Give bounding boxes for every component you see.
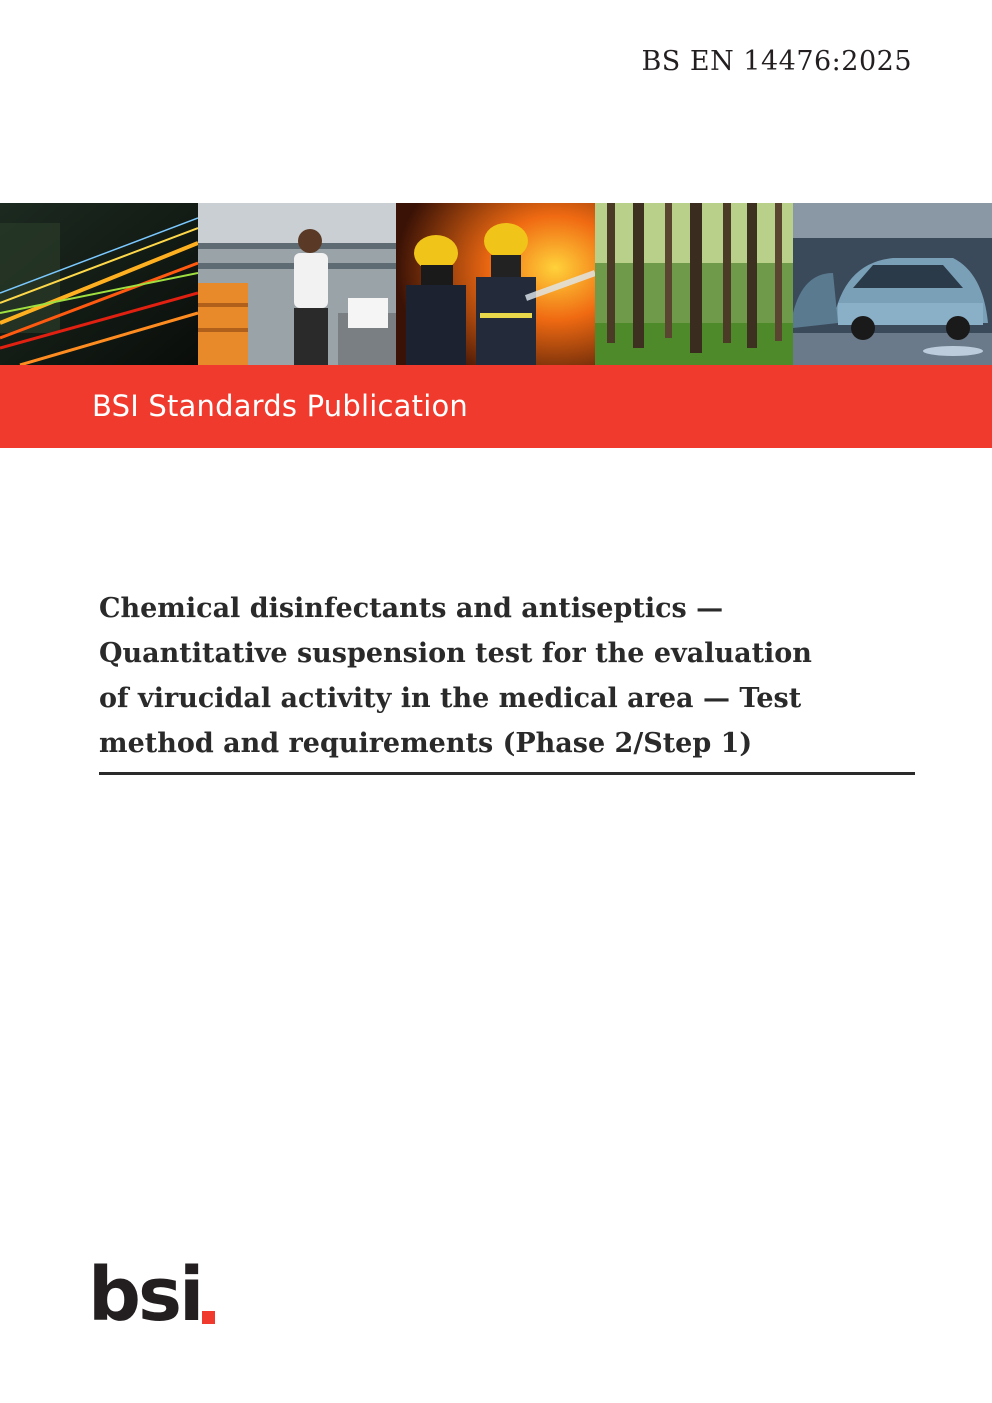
firefighters-photo xyxy=(396,203,595,365)
banner-label: BSI Standards Publication xyxy=(92,389,468,423)
bsi-logo xyxy=(88,1252,228,1338)
title-line: of virucidal activity in the medical area — Test xyxy=(99,683,802,714)
forest-photo xyxy=(595,203,793,365)
logo-dot-icon xyxy=(202,1311,215,1324)
warehouse-worker-photo xyxy=(198,203,396,365)
light-trails-photo xyxy=(0,203,198,365)
logo-wordmark: bsi xyxy=(88,1252,202,1338)
title-line: Chemical disinfectants and antiseptics — xyxy=(99,593,724,624)
publication-banner xyxy=(0,365,992,448)
title-line: method and requirements (Phase 2/Step 1) xyxy=(99,728,753,759)
photo-strip xyxy=(0,203,992,365)
car-factory-photo xyxy=(793,203,992,365)
document-title xyxy=(99,586,859,766)
standard-number: BS EN 14476:2025 xyxy=(641,46,912,77)
title-divider xyxy=(99,772,915,775)
title-line: Quantitative suspension test for the evaluation xyxy=(99,638,812,669)
